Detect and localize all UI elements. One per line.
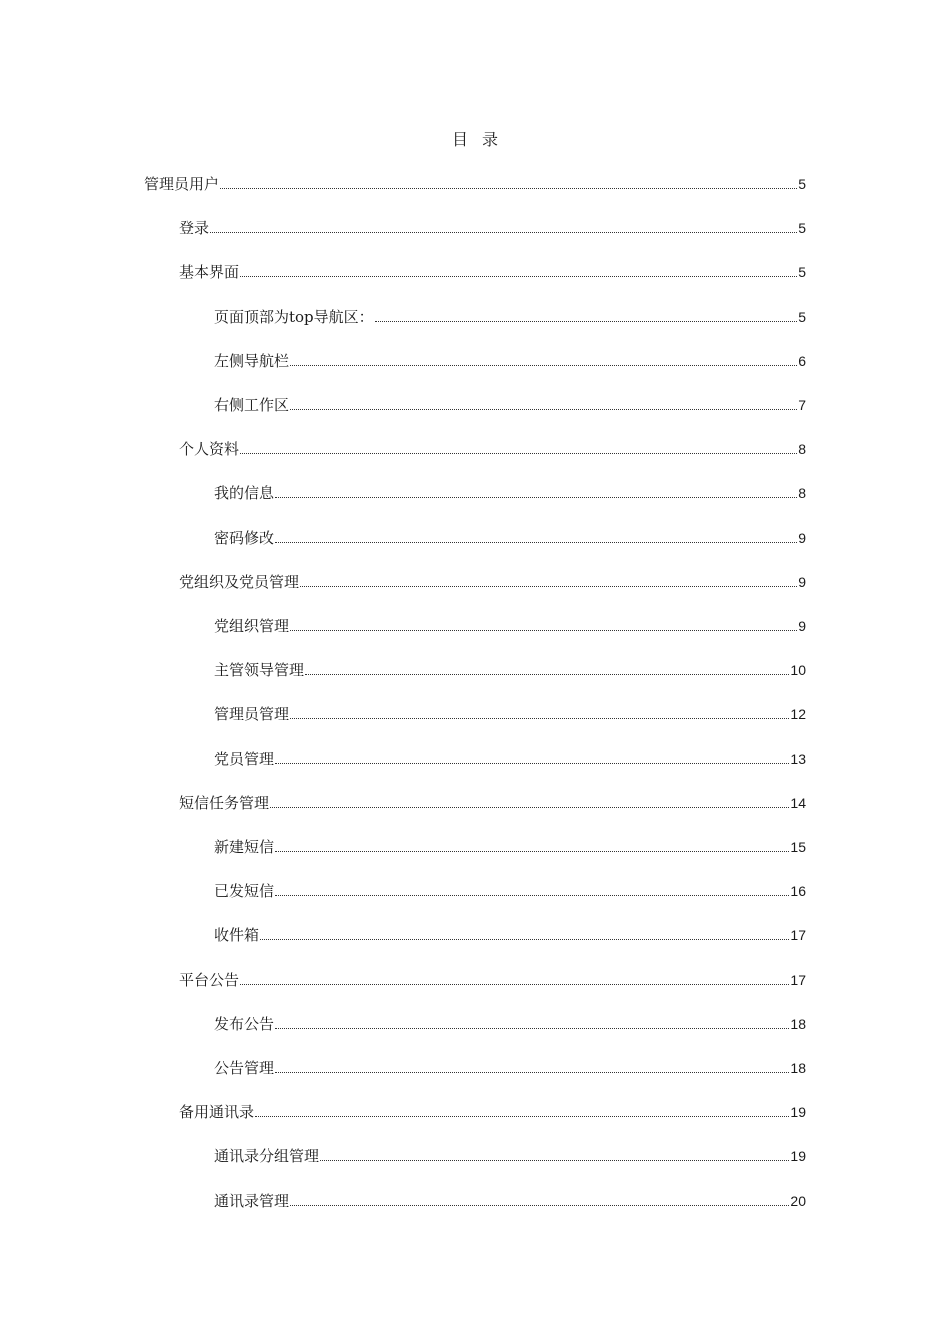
dot-leader	[320, 1160, 789, 1161]
toc-entry-label: 密码修改	[214, 528, 275, 547]
toc-entry-page-number: 19	[790, 1148, 806, 1165]
toc-entry-label: 党员管理	[214, 749, 275, 768]
dot-leader	[255, 1116, 789, 1117]
toc-entry[interactable]	[214, 389, 806, 415]
toc-entry[interactable]	[214, 743, 806, 769]
toc-entry-label: 管理员用户	[144, 175, 220, 193]
toc-entry-label: 基本界面	[179, 263, 240, 282]
toc-entry-page-number: 5	[798, 176, 806, 192]
dot-leader	[270, 807, 789, 808]
dot-leader	[240, 453, 797, 454]
toc-entry-page-number: 8	[798, 441, 806, 458]
toc-entry[interactable]	[214, 477, 806, 503]
toc-entry[interactable]	[179, 787, 806, 813]
toc-entry-label: 收件箱	[214, 926, 260, 945]
toc-entry-label: 右侧工作区	[214, 396, 290, 414]
dot-leader	[240, 276, 797, 277]
toc-entry[interactable]	[214, 654, 806, 680]
toc-title: 目录	[451, 130, 512, 149]
toc-entry-label: 主管领导管理	[214, 661, 305, 680]
toc-entry[interactable]	[214, 1140, 806, 1166]
toc-entry-page-number: 18	[790, 1060, 806, 1076]
toc-entry-page-number: 17	[790, 927, 806, 944]
toc-entry-label: 管理员管理	[214, 705, 290, 724]
toc-entry-page-number: 13	[790, 750, 806, 767]
toc-entry-page-number: 10	[790, 662, 806, 679]
dot-leader	[240, 984, 789, 985]
toc-entry-label: 登录	[179, 219, 210, 238]
dot-leader	[275, 1072, 789, 1073]
toc-entry-page-number: 9	[798, 573, 806, 590]
dot-leader	[275, 763, 789, 764]
toc-entry[interactable]	[179, 964, 806, 990]
toc-entry[interactable]	[179, 256, 806, 282]
toc-entry-page-number: 9	[798, 618, 806, 634]
dot-leader	[210, 232, 797, 233]
dot-leader	[300, 586, 797, 587]
toc-entry-label: 备用通讯录	[179, 1103, 255, 1122]
toc-entry-page-number: 15	[790, 839, 806, 855]
toc-entry[interactable]	[214, 698, 806, 724]
toc-entry-page-number: 7	[798, 397, 806, 413]
toc-entry[interactable]	[179, 433, 806, 459]
toc-entry[interactable]	[214, 610, 806, 636]
dot-leader	[275, 542, 797, 543]
toc-entry[interactable]	[214, 919, 806, 945]
toc-entry-label: 已发短信	[214, 882, 275, 901]
toc-entry[interactable]	[214, 301, 806, 327]
toc-entry-label: 党组织管理	[214, 617, 290, 635]
toc-entry-label: 通讯录分组管理	[214, 1147, 320, 1166]
toc-entry[interactable]	[214, 1185, 806, 1211]
toc-entry-page-number: 6	[798, 352, 806, 369]
toc-entry-page-number: 8	[798, 485, 806, 502]
toc-entry[interactable]	[214, 1008, 806, 1034]
toc-entry-label: 我的信息	[214, 484, 275, 503]
toc-entry[interactable]	[214, 831, 806, 857]
toc-entry-label: 个人资料	[179, 440, 240, 459]
toc-entry[interactable]	[214, 345, 806, 371]
toc-entry[interactable]	[214, 875, 806, 901]
toc-entry[interactable]	[179, 566, 806, 592]
toc-entry-label: 通讯录管理	[214, 1191, 290, 1210]
toc-entry[interactable]	[144, 168, 806, 194]
dot-leader	[275, 1028, 789, 1029]
toc-entry-label: 公告管理	[214, 1059, 275, 1077]
dot-leader	[275, 851, 789, 852]
toc-entry-page-number: 16	[790, 883, 806, 900]
toc-entry-page-number: 5	[798, 220, 806, 237]
toc-entry-label: 页面顶部为top导航区：	[214, 307, 374, 326]
toc-entry-page-number: 14	[790, 794, 806, 811]
dot-leader	[275, 497, 797, 498]
toc-entry-page-number: 18	[790, 1015, 806, 1032]
toc-entry-label: 左侧导航栏	[214, 351, 290, 370]
dot-leader	[305, 674, 789, 675]
dot-leader	[275, 895, 789, 896]
dot-leader	[260, 939, 789, 940]
toc-entry-label: 短信任务管理	[179, 793, 270, 812]
toc-entry[interactable]	[214, 522, 806, 548]
toc-entry[interactable]	[179, 212, 806, 238]
toc-entry-page-number: 12	[790, 706, 806, 723]
toc-entry-page-number: 17	[790, 971, 806, 988]
toc-entry-page-number: 5	[798, 264, 806, 281]
toc-entry[interactable]	[214, 1052, 806, 1078]
toc-entry-label: 发布公告	[214, 1014, 275, 1033]
dot-leader	[290, 409, 797, 410]
toc-entry[interactable]	[179, 1096, 806, 1122]
toc-entry-page-number: 9	[798, 529, 806, 546]
toc-entry-label: 平台公告	[179, 970, 240, 989]
dot-leader	[290, 718, 789, 719]
dot-leader	[290, 1205, 789, 1206]
toc-entry-page-number: 5	[798, 308, 806, 325]
dot-leader	[375, 321, 798, 322]
dot-leader	[290, 630, 797, 631]
toc-entry-label: 新建短信	[214, 838, 275, 856]
dot-leader	[220, 188, 797, 189]
toc-entry-page-number: 19	[790, 1104, 806, 1121]
dot-leader	[290, 365, 797, 366]
toc-entry-page-number: 20	[790, 1192, 806, 1209]
toc-entry-label: 党组织及党员管理	[179, 572, 300, 591]
